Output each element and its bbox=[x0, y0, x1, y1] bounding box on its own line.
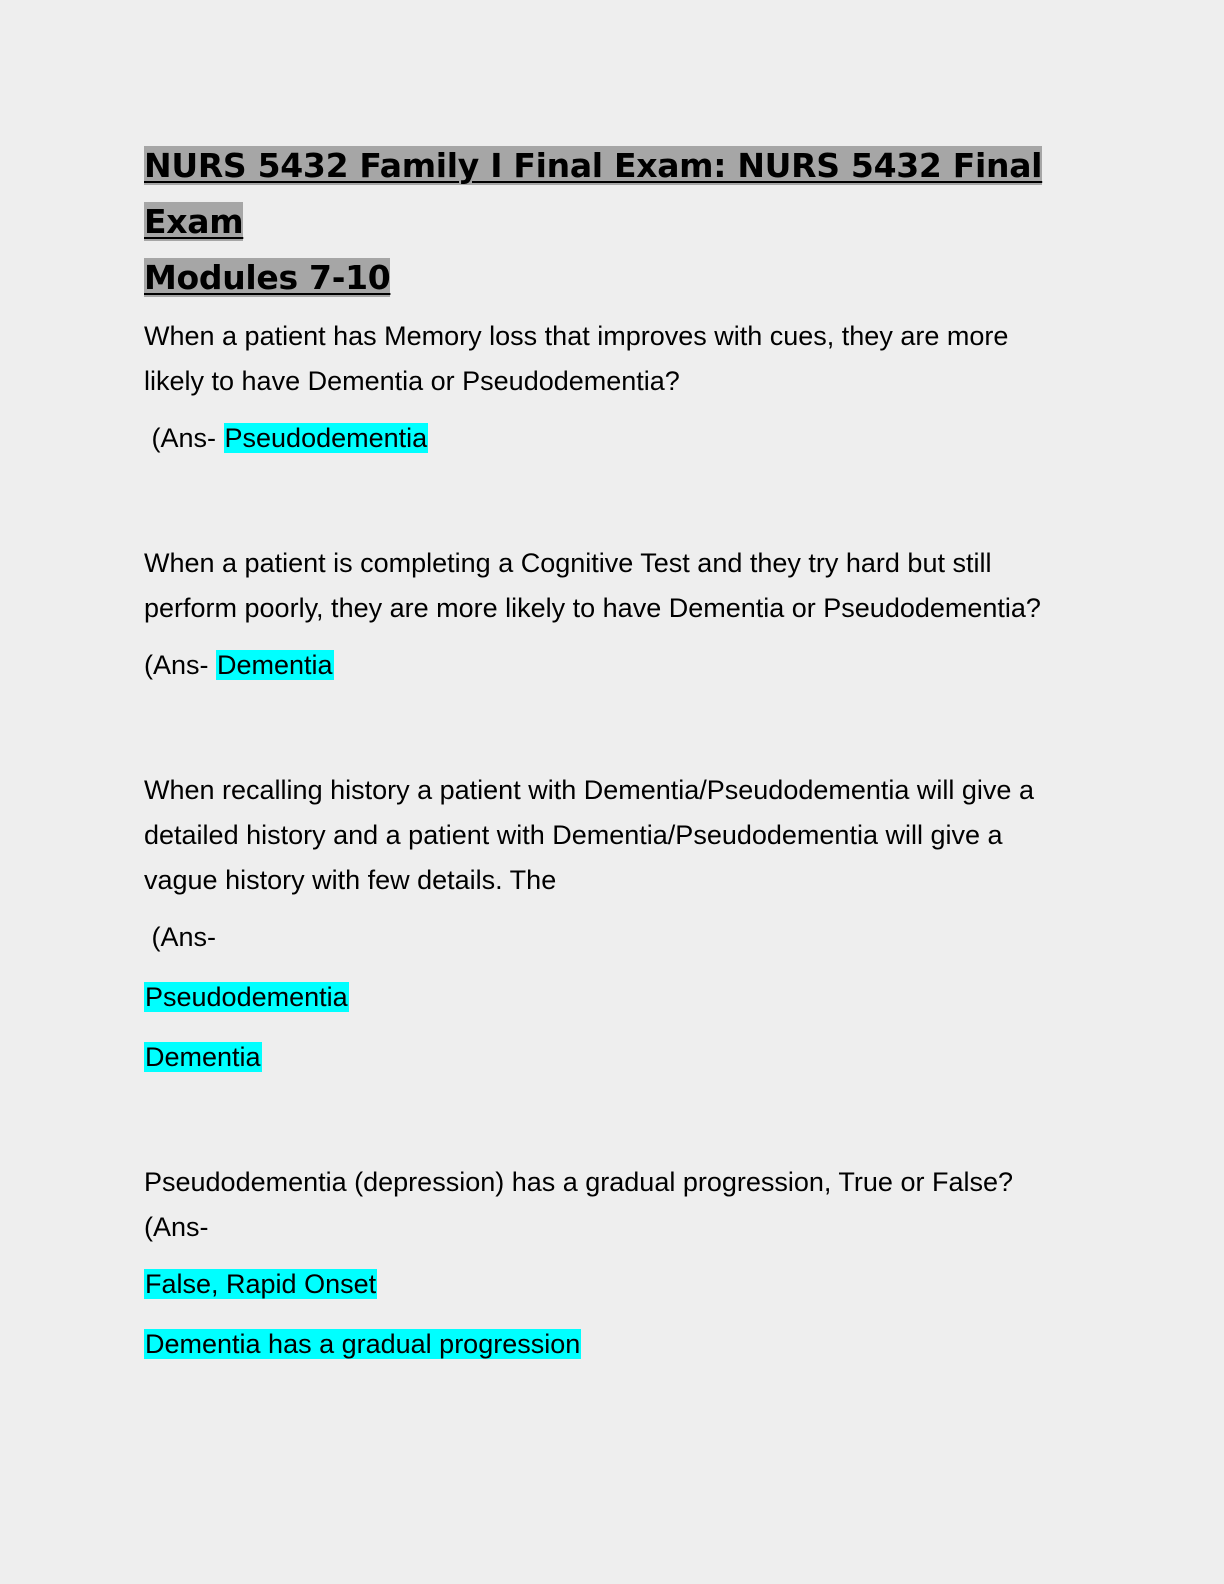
question-block-2 bbox=[144, 541, 1084, 684]
title-line-1: NURS 5432 Family I Final Exam: NURS 5432 Final Exam bbox=[144, 146, 1043, 241]
answer-line bbox=[144, 1038, 1084, 1076]
answer-highlight: Dementia bbox=[145, 1042, 261, 1072]
answer-prefix: (Ans- bbox=[144, 922, 217, 952]
question-block-1 bbox=[144, 314, 1084, 457]
question-block-4 bbox=[144, 1160, 1084, 1363]
question-block-3 bbox=[144, 768, 1084, 1076]
answer-line bbox=[144, 419, 1084, 457]
answer-line bbox=[144, 1325, 1084, 1363]
question-text: When a patient is completing a Cognitive Test and they try hard but still perform poorly, they are more likely to have Dementia or Pseudodementia? bbox=[144, 548, 1041, 623]
title-line-2: Modules 7-10 bbox=[144, 258, 391, 297]
question-text: When a patient has Memory loss that improves with cues, they are more likely to have Dementia or Pseudodementia? bbox=[144, 321, 1009, 396]
answer-highlight: Dementia has a gradual progression bbox=[145, 1329, 581, 1359]
answer-line bbox=[144, 1265, 1084, 1303]
answer-highlight: Pseudodementia bbox=[224, 423, 428, 453]
question-text: When recalling history a patient with Dementia/Pseudodementia will give a detailed history and a patient with Dementia/Pseudodementia will give a vague history with few details. The bbox=[144, 775, 1034, 895]
document-page bbox=[144, 138, 1084, 1363]
answer-highlight: Pseudodementia bbox=[145, 982, 348, 1012]
answer-line bbox=[144, 646, 1084, 684]
answer-prefix: (Ans- bbox=[144, 423, 224, 453]
document-title bbox=[144, 138, 1084, 306]
answer-highlight: Dementia bbox=[217, 650, 333, 680]
question-text: Pseudodementia (depression) has a gradual progression, True or False? (Ans- bbox=[144, 1167, 1013, 1242]
answer-highlight: False, Rapid Onset bbox=[145, 1269, 377, 1299]
answer-prefix: (Ans- bbox=[144, 650, 217, 680]
answer-line bbox=[144, 978, 1084, 1016]
